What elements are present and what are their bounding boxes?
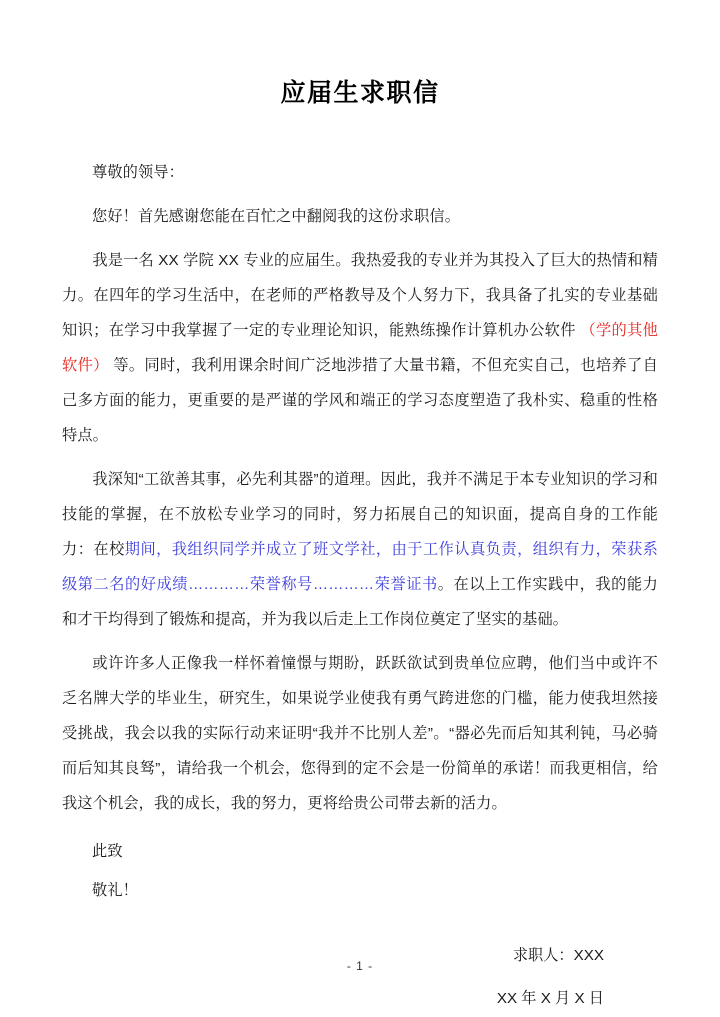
salutation-line: 尊敬的领导： xyxy=(92,164,185,182)
paragraph-one xyxy=(62,243,658,453)
signature-name: 求职人：XXX xyxy=(512,947,604,965)
paragraph-one-text-after-highlight: 等。同时，我利用课余时间广泛地涉措了大量书籍，不但充实自己，也培养了自己多方面的能力，更重要的是严谨的学风和端正的学习态度塑造了我朴实、稳重的性格特点。 xyxy=(62,357,659,445)
signature-date: XX 年 X 月 X 日 xyxy=(496,990,604,1008)
red-highlight-placeholder: （学的其他软件） xyxy=(62,322,659,375)
closing-line-one: 此致 xyxy=(92,843,123,861)
blue-highlight-achievements: 期间，我组织同学并成立了班文学社，由于工作认真负责，组织有力，荣获系级第二名的好成绩…………荣誉称号…………荣誉证书 xyxy=(62,541,658,594)
page-title: 应届生求职信 xyxy=(280,79,440,107)
paragraph-three: 或许许多人正像我一样怀着憧憬与期盼，跃跃欲试到贵单位应聘，他们当中或许不乏名牌大学的毕业生，研究生，如果说学业使我有勇气跨进您的门槛，能力使我坦然接受挑战，我会以我的实际行动来证明“我并不比别人差”。“器必先而后知其利钝，马必骑而后知其良驽”，请给我一个机会，您得到的定不会是一份简单的承诺！而我更相信，给我这个机会，我的成长，我的努力，更将给贵公司带去新的活力。 xyxy=(62,655,658,813)
closing-line-two: 敬礼！ xyxy=(92,882,139,900)
document-body xyxy=(62,0,658,1016)
paragraph-two-text-after-highlight: 。在以上工作实践中，我的能力和才干均得到了锻炼和提高，并为我以后走上工作岗位奠定了坚实的基础。 xyxy=(62,576,658,629)
paragraph-one-text-before-highlight: 我是一名 XX 学院 XX 专业的应届生。我热爱我的专业并为其投入了巨大的热情和精力。在四年的学习生活中，在老师的严格教导及个人努力下，我具备了扎实的专业基础知识；在学习中我掌握了一定的专业理论知识，能熟练操作计算机办公软件 xyxy=(62,252,658,340)
greeting-line: 您好！首先感谢您能在百忙之中翻阅我的这份求职信。 xyxy=(92,208,461,226)
page-number-footer: - 1 - xyxy=(346,959,374,973)
signature-block xyxy=(62,938,658,1016)
paragraph-two xyxy=(62,462,658,637)
paragraph-two-text-before-highlight: 我深知“工欲善其事，必先利其器”的道理。因此，我并不满足于本专业知识的学习和技能的掌握，在不放松专业学习的同时，努力拓展自己的知识面，提高自身的工作能力：在校 xyxy=(62,471,658,559)
